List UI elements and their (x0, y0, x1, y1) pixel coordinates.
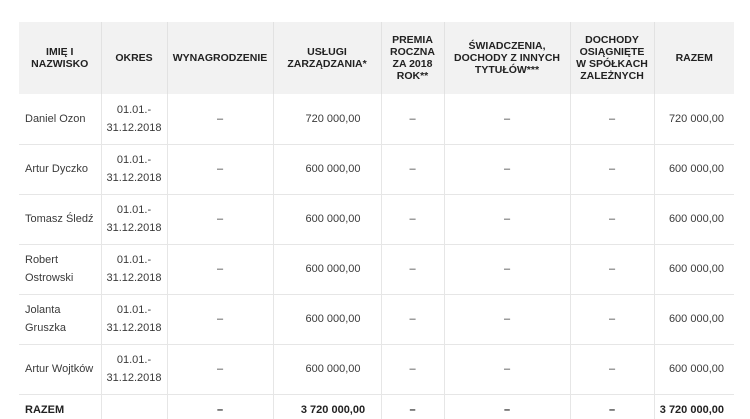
header-name: IMIĘ I NAZWISKO (19, 22, 101, 94)
cell-annual-bonus: – (381, 94, 444, 144)
cell-management-services: 600 000,00 (273, 144, 381, 194)
cell-total: 600 000,00 (654, 344, 734, 394)
period-start: 01.01.- (116, 304, 152, 316)
cell-salary: – (167, 294, 273, 344)
cell-total: 720 000,00 (654, 94, 734, 144)
cell-subsidiary-income: – (570, 244, 654, 294)
cell-annual-bonus: – (381, 194, 444, 244)
period-end: 31.12.2018 (106, 222, 162, 234)
total-management-services: 3 720 000,00 (273, 394, 381, 419)
period-end: 31.12.2018 (106, 322, 162, 334)
table-header (19, 22, 734, 94)
cell-annual-bonus: – (381, 344, 444, 394)
cell-salary: – (167, 344, 273, 394)
cell-salary: – (167, 194, 273, 244)
cell-salary: – (167, 94, 273, 144)
cell-total: 600 000,00 (654, 294, 734, 344)
cell-benefits: – (444, 294, 570, 344)
header-salary: WYNAGRODZENIE (167, 22, 273, 94)
cell-annual-bonus: – (381, 244, 444, 294)
period-start: 01.01.- (116, 354, 152, 366)
cell-benefits: – (444, 244, 570, 294)
cell-name: Daniel Ozon (19, 94, 101, 144)
cell-name: Robert Ostrowski (19, 244, 101, 294)
total-period (101, 394, 167, 419)
table-row (19, 94, 734, 144)
header-management-services: USŁUGI ZARZĄDZANIA* (273, 22, 381, 94)
cell-subsidiary-income: – (570, 344, 654, 394)
cell-total: 600 000,00 (654, 144, 734, 194)
period-start: 01.01.- (116, 103, 152, 116)
period-end: 31.12.2018 (106, 172, 162, 184)
cell-management-services: 720 000,00 (273, 94, 381, 144)
table-row (19, 244, 734, 294)
cell-salary: – (167, 144, 273, 194)
cell-name: Jolanta Gruszka (19, 294, 101, 344)
cell-management-services: 600 000,00 (273, 244, 381, 294)
cell-period (101, 144, 167, 194)
cell-total: 600 000,00 (654, 244, 734, 294)
cell-total: 600 000,00 (654, 194, 734, 244)
total-annual-bonus: – (381, 394, 444, 419)
cell-name: Tomasz Śledź (19, 194, 101, 244)
period-end: 31.12.2018 (106, 272, 162, 284)
period-start: 01.01.- (116, 154, 152, 166)
total-salary: – (167, 394, 273, 419)
cell-name: Artur Wojtków (19, 344, 101, 394)
cell-subsidiary-income: – (570, 144, 654, 194)
total-row (19, 394, 734, 419)
header-subsidiary-income: DOCHODY OSIĄGNIĘTE W SPÓŁKACH ZALEŻNYCH (570, 22, 654, 94)
cell-management-services: 600 000,00 (273, 344, 381, 394)
period-end: 31.12.2018 (106, 121, 162, 134)
cell-annual-bonus: – (381, 144, 444, 194)
compensation-table (19, 22, 734, 419)
cell-period (101, 94, 167, 144)
header-period: OKRES (101, 22, 167, 94)
total-sum: 3 720 000,00 (654, 394, 734, 419)
cell-management-services: 600 000,00 (273, 194, 381, 244)
cell-management-services: 600 000,00 (273, 294, 381, 344)
total-subsidiary-income: – (570, 394, 654, 419)
header-total: RAZEM (654, 22, 734, 94)
cell-subsidiary-income: – (570, 94, 654, 144)
cell-benefits: – (444, 94, 570, 144)
period-end: 31.12.2018 (106, 372, 162, 384)
cell-benefits: – (444, 344, 570, 394)
cell-period (101, 244, 167, 294)
total-benefits: – (444, 394, 570, 419)
cell-subsidiary-income: – (570, 194, 654, 244)
cell-benefits: – (444, 144, 570, 194)
header-benefits: ŚWIADCZENIA, DOCHODY Z INNYCH TYTUŁÓW*** (444, 22, 570, 94)
cell-benefits: – (444, 194, 570, 244)
header-row (19, 22, 734, 94)
table-row (19, 144, 734, 194)
table-row (19, 294, 734, 344)
header-annual-bonus: PREMIA ROCZNA ZA 2018 ROK** (381, 22, 444, 94)
cell-salary: – (167, 244, 273, 294)
compensation-table-container (19, 22, 750, 419)
cell-annual-bonus: – (381, 294, 444, 344)
period-start: 01.01.- (116, 254, 152, 266)
total-label: RAZEM (25, 403, 65, 416)
cell-name: Artur Dyczko (19, 144, 101, 194)
cell-period (101, 344, 167, 394)
cell-period (101, 194, 167, 244)
table-row (19, 194, 734, 244)
cell-period (101, 294, 167, 344)
table-body (19, 94, 734, 419)
table-row (19, 344, 734, 394)
period-start: 01.01.- (116, 204, 152, 216)
cell-subsidiary-income: – (570, 294, 654, 344)
